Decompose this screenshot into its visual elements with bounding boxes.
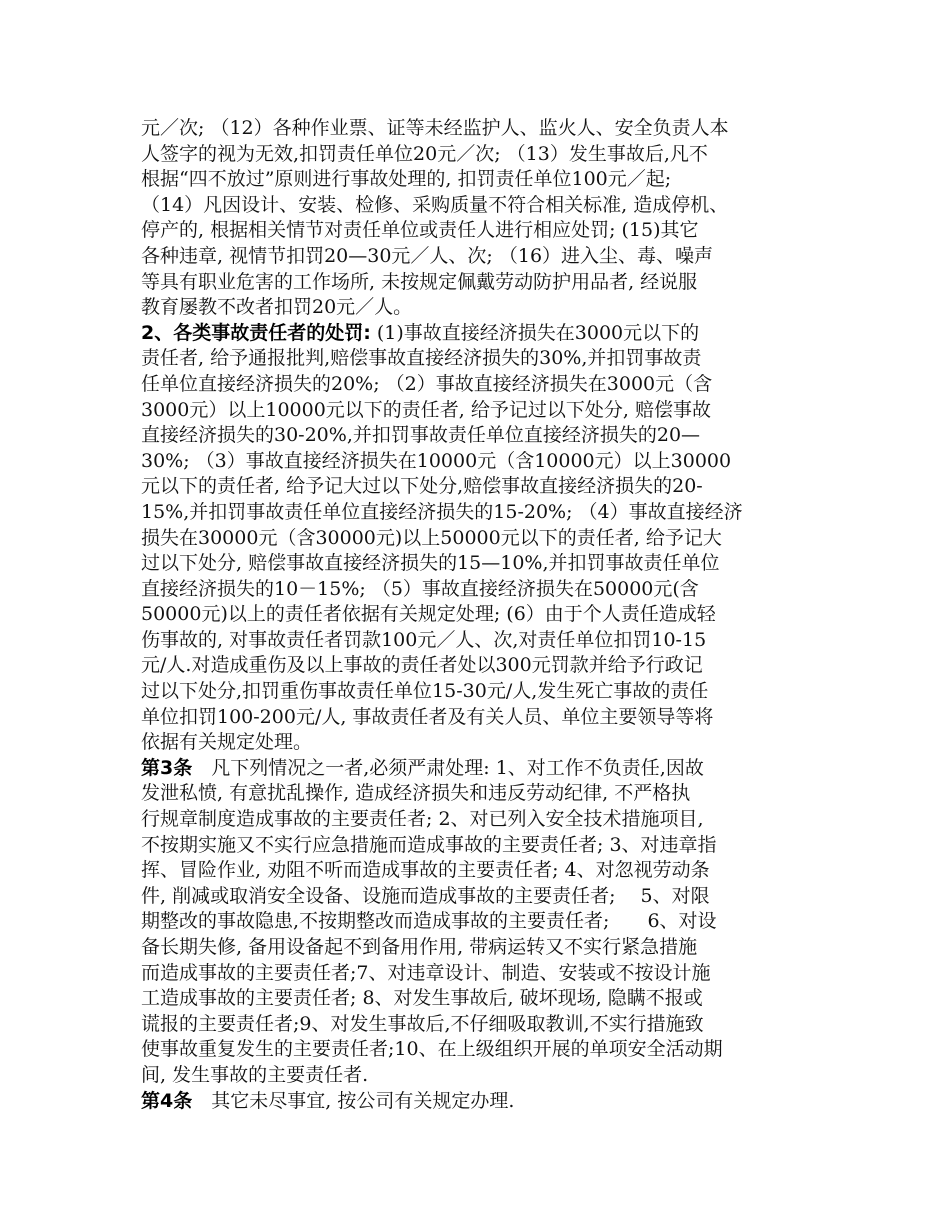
line-text: 单位扣罚100-200元/人, 事故责任者及有关人员、单位主要领导等将: [141, 705, 714, 728]
text-line: [141, 705, 813, 731]
line-text: 期整改的事故隐患,不按期整改而造成事故的主要责任者; 6、对设: [141, 910, 717, 933]
text-line: [141, 730, 813, 756]
text-line: [141, 142, 813, 168]
line-text: 直接经济损失的30-20%,并扣罚事故责任单位直接经济损失的20—: [141, 424, 701, 447]
text-line: [141, 500, 813, 526]
line-text: 谎报的主要责任者;9、对发生事故后,不仔细吸取教训,不实行措施致: [141, 1012, 704, 1035]
line-text: 等具有职业危害的工作场所, 未按规定佩戴劳动防护用品者, 经说服: [141, 270, 698, 293]
line-text: 15%,并扣罚事故责任单位直接经济损失的15-20%; （4）事故直接经济: [141, 500, 743, 523]
text-line: [141, 986, 813, 1012]
line-text: 各种违章, 视情节扣罚20—30元／人、次; （16）进入尘、毒、噪声: [141, 244, 714, 267]
text-line: [141, 1037, 813, 1063]
text-line: [141, 551, 813, 577]
line-text: 使事故重复发生的主要责任者;10、在上级组织开展的单项安全活动期: [141, 1038, 723, 1061]
line-text: 50000元)以上的责任者依据有关规定处理; (6）由于个人责任造成轻: [141, 603, 716, 626]
text-line: [141, 193, 813, 219]
text-line: [141, 781, 813, 807]
text-line: [141, 653, 813, 679]
text-line: [141, 218, 813, 244]
text-line: [141, 884, 813, 910]
text-line: [141, 833, 813, 859]
line-text: 而造成事故的主要责任者;7、对违章设计、制造、安装或不按设计施: [141, 961, 711, 984]
line-text: 不按期实施又不实行应急措施而造成事故的主要责任者; 3、对违章指: [141, 833, 717, 856]
text-line: [141, 244, 813, 270]
line-text: 教育屡教不改者扣罚20元／人。: [141, 296, 413, 319]
text-line: [141, 628, 813, 654]
line-text: 30%; （3）事故直接经济损失在10000元（含10000元）以上30000: [141, 449, 732, 472]
line-text: 停产的, 根据相关情节对责任单位或责任人进行相应处罚; (15)其它: [141, 219, 699, 242]
clause-heading: 第3条: [141, 756, 193, 779]
line-text: 损失在30000元（含30000元)以上50000元以下的责任者, 给予记大: [141, 526, 722, 549]
text-line: [141, 1063, 813, 1089]
text-line: [141, 526, 813, 552]
line-text: 伤事故的, 对事故责任者罚款100元／人、次,对责任单位扣罚10-15: [141, 628, 707, 651]
line-text: 工造成事故的主要责任者; 8、对发生事故后, 破坏现场, 隐瞒不报或: [141, 987, 703, 1010]
text-line: [141, 295, 813, 321]
line-text: 挥、冒险作业, 劝阻不听而造成事故的主要责任者; 4、对忽视劳动条: [141, 859, 710, 882]
text-line: [141, 679, 813, 705]
line-text: 依据有关规定处理。: [141, 731, 313, 754]
line-text: 行规章制度造成事故的主要责任者; 2、对已列入安全技术措施项目,: [141, 808, 704, 831]
line-text: 过以下处分,扣罚重伤事故责任单位15-30元/人,发生死亡事故的责任: [141, 680, 709, 703]
text-line: [141, 756, 813, 782]
text-line: [141, 961, 813, 987]
text-line: [141, 577, 813, 603]
text-line: [141, 372, 813, 398]
line-text: （14）凡因设计、安装、检修、采购质量不符合相关标准, 造成停机、: [141, 193, 729, 216]
line-text: 直接经济损失的10－15%; （5）事故直接经济损失在50000元(含: [141, 577, 699, 600]
line-text: (1)事故直接经济损失在3000元以下的: [370, 321, 700, 344]
line-text: 其它未尽事宜, 按公司有关规定办理.: [192, 1089, 515, 1112]
line-text: 任单位直接经济损失的20%; （2）事故直接经济损失在3000元（含: [141, 372, 713, 395]
text-line: [141, 346, 813, 372]
text-line: [141, 116, 813, 142]
line-text: 备长期失修, 备用设备起不到备用作用, 带病运转又不实行紧急措施: [141, 936, 698, 958]
text-line: [141, 398, 813, 424]
text-line: [141, 474, 813, 500]
text-line: [141, 423, 813, 449]
text-line: [141, 807, 813, 833]
text-line: [141, 321, 813, 347]
line-text: 元以下的责任者, 给予记大过以下处分,赔偿事故直接经济损失的20-: [141, 475, 703, 498]
document-body: [141, 116, 813, 1114]
line-text: 发泄私愤, 有意扰乱操作, 造成经济损失和违反劳动纪律, 不严格执: [141, 782, 691, 805]
line-text: 件, 削减或取消安全设备、设施而造成事故的主要责任者; 5、对限: [141, 884, 710, 907]
line-text: 凡下列情况之一者,必须严肃处理: 1、对工作不负责任,因故: [192, 756, 704, 779]
clause-heading: 第4条: [141, 1089, 193, 1112]
text-line: [141, 935, 813, 961]
line-text: 元/人.对造成重伤及以上事故的责任者处以300元罚款并给予行政记: [141, 654, 703, 677]
text-line: [141, 602, 813, 628]
line-text: 根据“四不放过”原则进行事故处理的, 扣罚责任单位100元／起;: [141, 168, 672, 191]
line-text: 元／次; （12）各种作业票、证等未经监护人、监火人、安全负责人本: [141, 117, 729, 139]
text-line: [141, 167, 813, 193]
text-line: [141, 449, 813, 475]
text-line: [141, 270, 813, 296]
clause-heading: 2、各类事故责任者的处罚:: [141, 321, 371, 344]
text-line: [141, 1089, 813, 1115]
text-line: [141, 1012, 813, 1038]
line-text: 3000元）以上10000元以下的责任者, 给予记过以下处分, 赔偿事故: [141, 398, 711, 421]
text-line: [141, 909, 813, 935]
line-text: 过以下处分, 赔偿事故直接经济损失的15—10%,并扣罚事故责任单位: [141, 552, 720, 575]
line-text: 间, 发生事故的主要责任者.: [141, 1063, 369, 1086]
line-text: 人签字的视为无效,扣罚责任单位20元／次; （13）发生事故后,凡不: [141, 142, 708, 165]
line-text: 责任者, 给予通报批判,赔偿事故直接经济损失的30%,并扣罚事故责: [141, 347, 702, 370]
text-line: [141, 858, 813, 884]
